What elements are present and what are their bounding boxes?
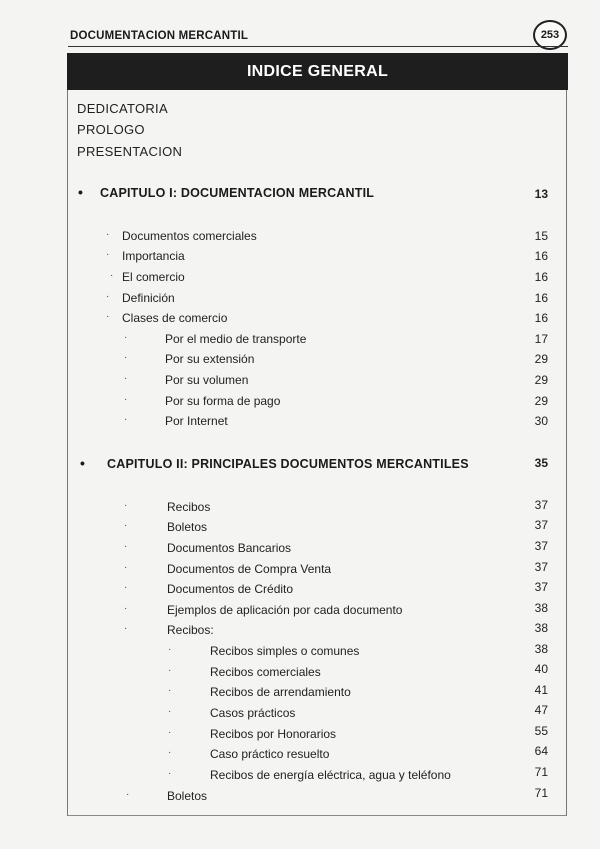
bullet-icon: · [126, 789, 130, 800]
toc-page: 29 [534, 352, 548, 366]
bullet-icon: · [124, 373, 128, 384]
toc-page: 16 [534, 291, 548, 305]
page-number-badge: 253 [533, 20, 567, 50]
toc-page: 47 [534, 703, 548, 717]
toc-page: 41 [534, 683, 548, 697]
chapter-page: 35 [534, 456, 548, 470]
running-head: DOCUMENTACION MERCANTIL [70, 30, 249, 42]
bullet-icon: · [124, 541, 128, 552]
toc-page: 15 [534, 229, 548, 243]
index-title: INDICE GENERAL [67, 53, 568, 90]
prelim-prologo: PROLOGO [77, 122, 145, 137]
bullet-icon: · [110, 270, 114, 281]
toc-page: 17 [534, 332, 548, 346]
bullet-icon: · [124, 562, 128, 573]
bullet-icon: · [168, 665, 172, 676]
bullet-icon: · [106, 229, 110, 240]
toc-entry: El comercio [122, 270, 185, 284]
bullet-icon: · [124, 414, 128, 425]
toc-entry: Boletos [167, 789, 208, 803]
bullet-icon: · [106, 291, 110, 302]
toc-entry: Por su volumen [165, 373, 249, 387]
bullet-icon: · [124, 603, 128, 614]
toc-entry: Recibos por Honorarios [210, 727, 337, 741]
bullet-icon: · [124, 332, 128, 343]
bullet-icon: · [124, 352, 128, 363]
bullet-icon: · [124, 582, 128, 593]
chapter-title: CAPITULO I: DOCUMENTACION MERCANTIL [100, 186, 375, 200]
prelim-dedicatoria: DEDICATORIA [77, 101, 168, 116]
bullet-icon: · [168, 747, 172, 758]
chapter-page: 13 [534, 187, 548, 201]
toc-entry: Boletos [167, 520, 208, 534]
toc-entry: Recibos de arrendamiento [210, 685, 351, 699]
prelim-presentacion: PRESENTACION [77, 144, 183, 159]
bullet-icon: · [168, 706, 172, 717]
toc-entry: Recibos [167, 500, 211, 514]
toc-entry: Por su extensión [165, 352, 255, 366]
header-rule [68, 46, 568, 47]
toc-page: 38 [534, 601, 548, 615]
toc-entry: Recibos simples o comunes [210, 644, 360, 658]
toc-entry: Importancia [122, 249, 185, 263]
bullet-icon: · [168, 768, 172, 779]
toc-page: 37 [534, 539, 548, 553]
toc-page: 30 [534, 414, 548, 428]
toc-page: 38 [534, 642, 548, 656]
toc-entry: Documentos Bancarios [167, 541, 292, 555]
toc-page: 55 [534, 724, 548, 738]
toc-entry: Caso práctico resuelto [210, 747, 330, 761]
toc-entry: Documentos de Crédito [167, 582, 294, 596]
toc-page: 40 [534, 662, 548, 676]
toc-page: 37 [534, 518, 548, 532]
toc-page: 37 [534, 580, 548, 594]
toc-page: 71 [534, 786, 548, 800]
chapter-title: CAPITULO II: PRINCIPALES DOCUMENTOS MERCANTILES [107, 457, 469, 471]
toc-entry: Documentos de Compra Venta [167, 562, 332, 576]
toc-page: 16 [534, 249, 548, 263]
toc-entry: Clases de comercio [122, 311, 228, 325]
bullet-icon: · [168, 685, 172, 696]
toc-page: 16 [534, 311, 548, 325]
bullet-icon: · [168, 727, 172, 738]
toc-entry: Recibos de energía eléctrica, agua y teléfono [210, 768, 451, 782]
bullet-icon: · [106, 311, 110, 322]
toc-page: 29 [534, 394, 548, 408]
bullet-icon: · [106, 249, 110, 260]
bullet-icon: • [80, 455, 86, 471]
bullet-icon: · [124, 520, 128, 531]
toc-entry: Por el medio de transporte [165, 332, 307, 346]
toc-entry: Casos prácticos [210, 706, 296, 720]
toc-entry: Recibos: [167, 623, 214, 637]
toc-entry: Ejemplos de aplicación por cada documento [167, 603, 403, 617]
toc-page: 38 [534, 621, 548, 635]
index-frame [67, 53, 567, 816]
bullet-icon: • [78, 184, 84, 200]
toc-page: 64 [534, 744, 548, 758]
toc-page: 29 [534, 373, 548, 387]
toc-page: 71 [534, 765, 548, 779]
toc-page: 16 [534, 270, 548, 284]
toc-entry: Recibos comerciales [210, 665, 321, 679]
toc-entry: Por Internet [165, 414, 228, 428]
bullet-icon: · [124, 500, 128, 511]
bullet-icon: · [168, 644, 172, 655]
toc-entry: Documentos comerciales [122, 229, 257, 243]
toc-page: 37 [534, 560, 548, 574]
toc-entry: Por su forma de pago [165, 394, 281, 408]
bullet-icon: · [124, 623, 128, 634]
toc-page: 37 [534, 498, 548, 512]
bullet-icon: · [124, 394, 128, 405]
toc-entry: Definición [122, 291, 175, 305]
